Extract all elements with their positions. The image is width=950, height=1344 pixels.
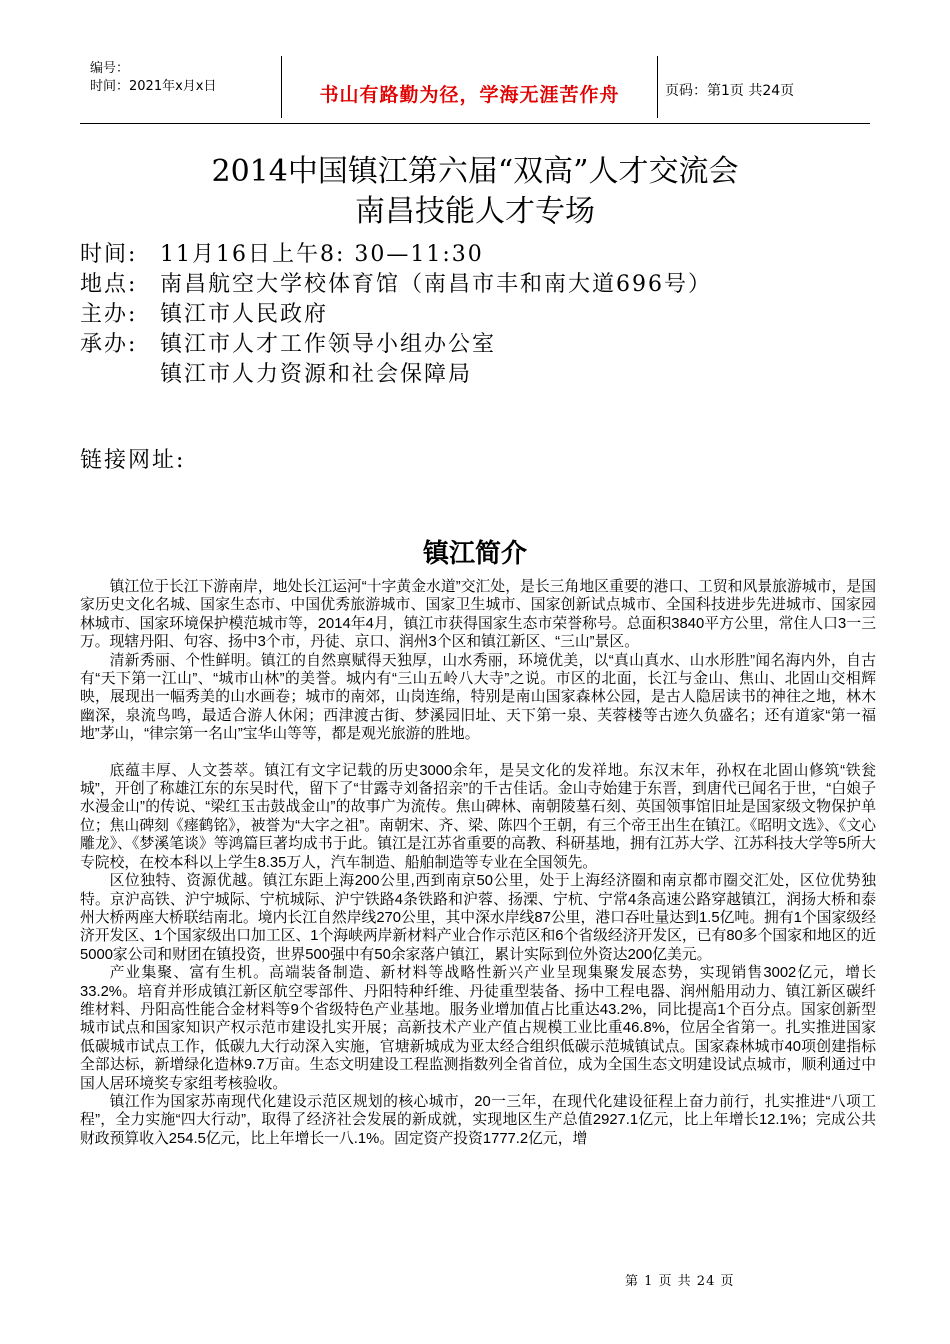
- organizer-row: [80, 330, 712, 360]
- header-rule: [80, 123, 870, 124]
- time-label: 时间:: [80, 242, 138, 267]
- place-value: 南昌航空大学校体育馆（南昌市丰和南大道696号）: [160, 272, 712, 297]
- organizer-row-2: [80, 360, 712, 390]
- header-motto: 书山有路勤为径，学海无涯苦作舟: [319, 84, 620, 106]
- place-row: [80, 270, 712, 300]
- paragraph: 产业集聚、富有生机。高端装备制造、新材料等战略性新兴产业呈现集聚发展态势，实现销售3002亿元，增长33.2%。培育并形成镇江新区航空零部件、丹阳特种纤维、丹徒重型装备、扬中工程电器、润州船用动力、镇江新区碳纤维材料、丹阳高性能合金材料等9个省级特色产业基地。服务业增加值占比重达43.2%，同比提高1个百分点。国家创新型城市试点和国家知识产权示范市建设扎实开展；高新技术产业产值占规模工业比重46.8%，位居全省第一。扎实推进国家低碳城市试点工作，低碳九大行动深入实施，官塘新城成为亚太经合组织低碳示范城镇试点。国家森林城市40项创建指标全部达标，新增绿化造林9.7万亩。生态文明建设工程监测指数列全省首位，成为全国生态文明建设试点城市，顺利通过中国人居环境奖专家组考核验收。: [80, 965, 876, 1092]
- place-label: 地点:: [80, 272, 138, 297]
- intro-body: [80, 578, 876, 1148]
- host-value: 镇江市人民政府: [160, 302, 329, 327]
- organizer-value-2: 镇江市人力资源和社会保障局: [160, 362, 473, 387]
- paragraph: 镇江位于长江下游南岸，地处长江运河“十字黄金水道”交汇处，是长三角地区重要的港口、工贸和风景旅游城市，是国家历史文化名城、国家生态市、中国优秀旅游城市、国家卫生城市、国家创新试点城市、全国科技进步先进城市、国家园林城市、国家环境保护模范城市等，2014年4月，镇江市获得国家生态市荣誉称号。总面积3840平方公里，常住人口3一三万。现辖丹阳、句容、扬中3个市，丹徒、京口、润州3个区和镇江新区、“三山”景区。: [80, 579, 876, 651]
- event-info: [80, 240, 712, 390]
- document-subtitle: 南昌技能人才专场: [355, 194, 595, 229]
- time-label: 时间：2021年x月x日: [90, 79, 217, 94]
- paragraph: 底蕴丰厚、人文荟萃。镇江有文字记载的历史3000余年，是吴文化的发祥地。东汉末年，孙权在北固山修筑“铁瓮城”，开创了称雄江东的东吴时代，留下了“甘露寺刘备招亲”的千古佳话。金山寺始建于东晋，到唐代已闻名于世，“白娘子水漫金山”的传说、“梁红玉击鼓战金山”的故事广为流传。焦山碑林、南朝陵墓石刻、英国领事馆旧址是国家级文物保护单位；焦山碑刻《瘗鹤铭》，被誉为“大字之祖”。南朝宋、齐、梁、陈四个王朝，有三个帝王出生在镇江。《昭明文选》、《文心雕龙》、《梦溪笔谈》等鸿篇巨著均成书于此。镇江是江苏省重要的高教、科研基地，拥有江苏大学、江苏科技大学等5所大专院校，在校本科以上学生8.35万人，汽车制造、船舶制造等专业在全国领先。: [80, 762, 876, 871]
- header-meta: [90, 60, 216, 96]
- host-row: [80, 300, 712, 330]
- organizer-label: 承办:: [80, 332, 138, 357]
- header-page-info: 页码：第1页 共24页: [665, 83, 795, 99]
- paragraph: 镇江作为国家苏南现代化建设示范区规划的核心城市，20一三年，在现代化建设征程上奋力前行，扎实推进“八项工程”，全力实施“四大行动”，取得了经济社会发展的新成就，实现地区生产总值2927.1亿元，比上年增长12.1%；完成公共财政预算收入254.5亿元，比上年增长一八.1%。固定资产投资1777.2亿元，增: [80, 1093, 876, 1147]
- time-row: [80, 240, 712, 270]
- number-label: 编号：: [90, 61, 130, 76]
- paragraph: 区位独特、资源优越。镇江东距上海200公里,西到南京50公里，处于上海经济圈和南京都市圈交汇处，区位优势独特。京沪高铁、沪宁城际、宁杭城际、沪宁铁路4条铁路和沪蓉、扬溧、宁杭、宁常4条高速公路穿越镇江，润扬大桥和泰州大桥两座大桥联结南北。境内长江自然岸线270公里，其中深水岸线87公里，港口吞吐量达到1.5亿吨。拥有1个国家级经济开发区、1个国家级出口加工区、1个海峡两岸新材料产业合作示范区和6个省级经济开发区，已有80多个国家和地区的近5000家公司和财团在镇投资，世界500强中有50余家落户镇江，累计实际到位外资达200亿美元。: [80, 873, 876, 963]
- page-footer: 第 1 页 共 24 页: [625, 1274, 735, 1289]
- organizer-value-1: 镇江市人才工作领导小组办公室: [160, 332, 497, 357]
- document-title: 2014中国镇江第六届“双高”人才交流会: [211, 154, 739, 189]
- time-value: 11月16日上午8: 30—11:30: [160, 242, 484, 267]
- section-title: 镇江简介: [422, 539, 527, 569]
- header-divider-right: [657, 56, 658, 118]
- link-label: 链接网址:: [80, 448, 186, 473]
- host-label: 主办:: [80, 302, 138, 327]
- paragraph: 清新秀丽、个性鲜明。镇江的自然禀赋得天独厚，山水秀丽，环境优美，以“真山真水、山水形胜”闻名海内外，自古有“天下第一江山”、“城市山林”的美誉。城内有“三山五岭八大寺”之说。市区的北面，长江与金山、焦山、北固山交相辉映，展现出一幅秀美的山水画卷；城市的南郊，山岗连绵，特别是南山国家森林公园，是古人隐居读书的神往之地，林木幽深，泉流鸟鸣，最适合游人休闲；西津渡古街、梦溪园旧址、天下第一泉、芙蓉楼等古迹久负盛名；还有道家“第一福地”茅山，“律宗第一名山”宝华山等等，都是观光旅游的胜地。: [80, 652, 876, 743]
